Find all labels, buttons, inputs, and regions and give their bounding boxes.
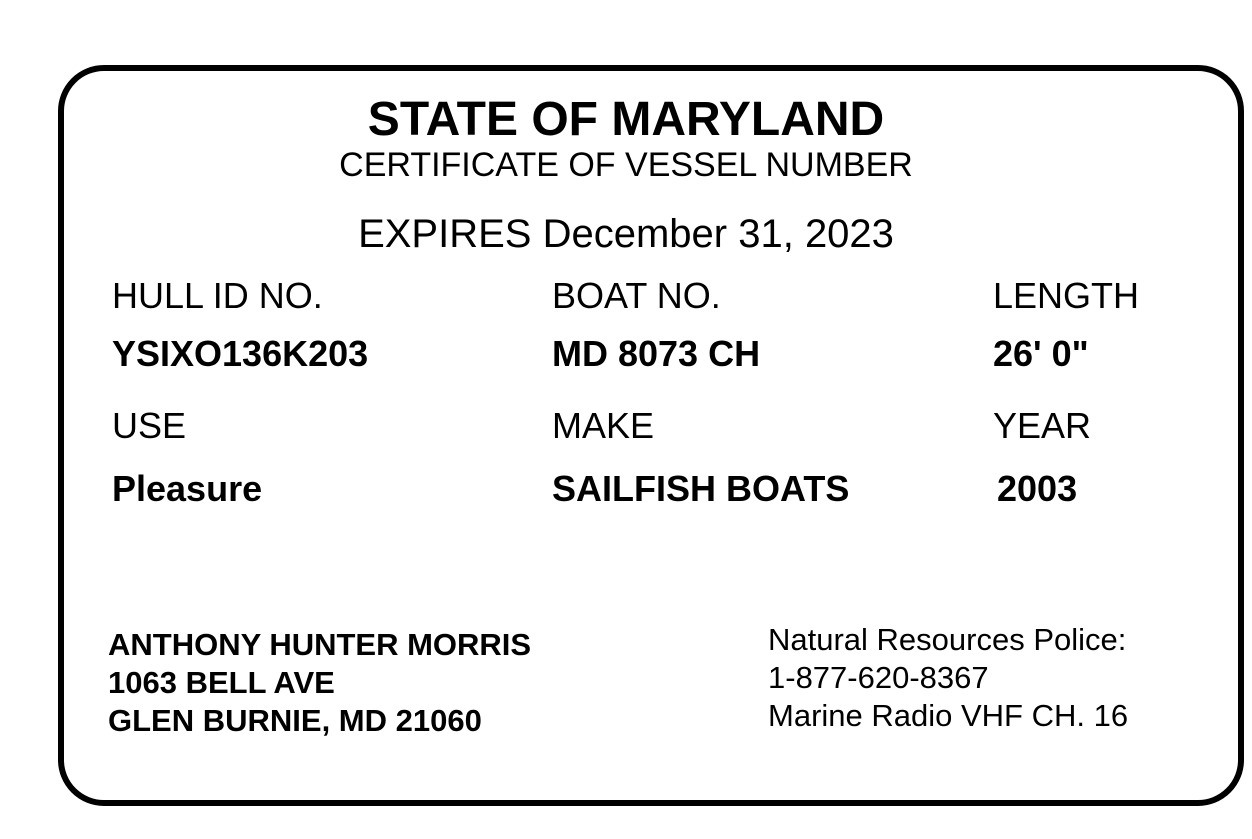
make-value: SAILFISH BOATS <box>552 468 850 509</box>
marine-radio-channel: Marine Radio VHF CH. 16 <box>768 698 1129 733</box>
use-value: Pleasure <box>112 468 263 509</box>
expires-label: EXPIRES <box>358 212 532 256</box>
owner-city-state-zip: GLEN BURNIE, MD 21060 <box>108 703 482 738</box>
hull-id-value: YSIXO136K203 <box>112 333 369 374</box>
hull-id-label: HULL ID NO. <box>112 275 323 316</box>
year-label: YEAR <box>993 405 1092 446</box>
use-label: USE <box>112 405 187 446</box>
year-value: 2003 <box>997 468 1078 509</box>
police-contact-title: Natural Resources Police: <box>768 622 1127 657</box>
length-label: LENGTH <box>993 275 1140 316</box>
length-value: 26' 0" <box>993 333 1089 374</box>
make-label: MAKE <box>552 405 655 446</box>
expiration-line <box>0 212 1252 257</box>
owner-name: ANTHONY HUNTER MORRIS <box>108 627 532 662</box>
owner-address <box>108 626 531 740</box>
state-title: STATE OF MARYLAND <box>367 93 885 146</box>
boat-no-value: MD 8073 CH <box>552 333 761 374</box>
expires-date: December 31, 2023 <box>542 212 894 256</box>
police-phone: 1-877-620-8367 <box>768 660 989 695</box>
police-contact <box>768 621 1128 735</box>
boat-no-label: BOAT NO. <box>552 275 721 316</box>
certificate-subtitle: CERTIFICATE OF VESSEL NUMBER <box>339 146 913 184</box>
owner-street: 1063 BELL AVE <box>108 665 335 700</box>
